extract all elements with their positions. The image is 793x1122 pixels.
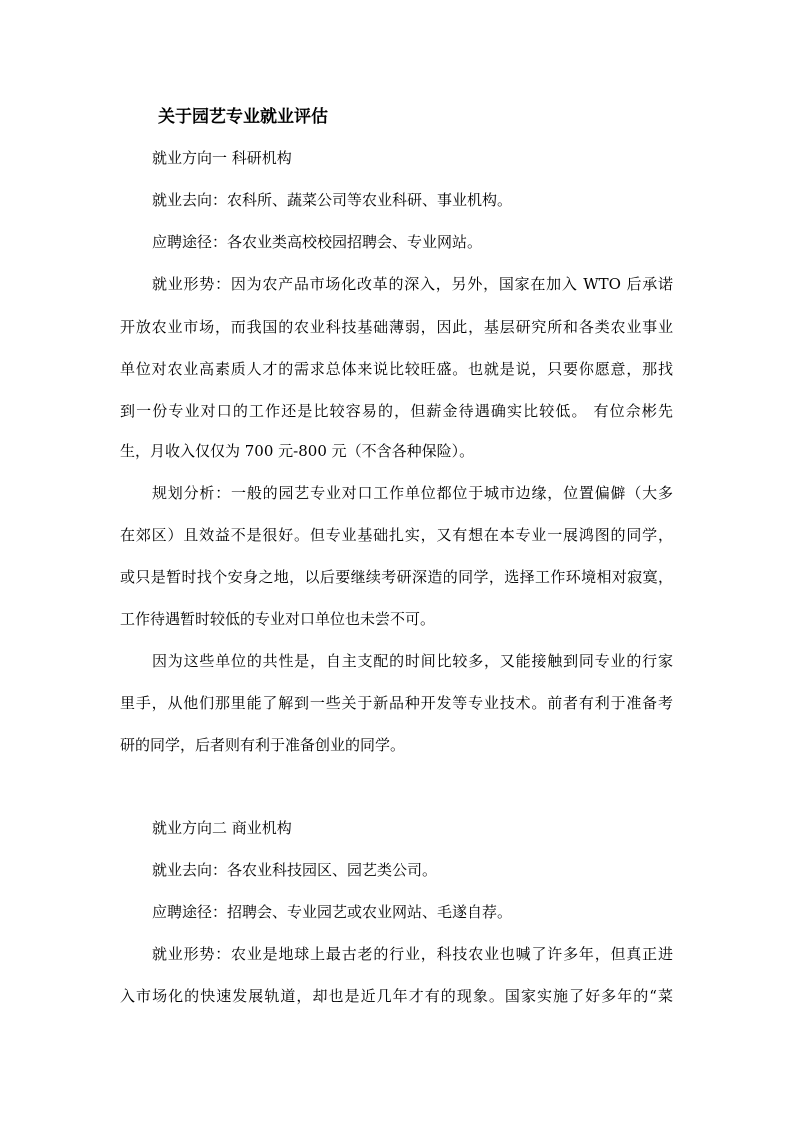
paragraph-line: 因为这些单位的共性是，自主支配的时间比较多，又能接触到同专业的行家: [152, 652, 673, 670]
paragraph-line: 就业去向：各农业科技园区、园艺类公司。: [152, 861, 438, 879]
paragraph-line: 研的同学，后者则有利于准备创业的同学。: [120, 736, 406, 754]
section-heading-commercial: 就业方向二 商业机构: [152, 819, 292, 837]
document-title: 关于园艺专业就业评估: [158, 107, 328, 127]
paragraph-line: 工作待遇暂时较低的专业对口单位也未尝不可。: [120, 610, 436, 628]
paragraph-line: 到一份专业对口的工作还是比较容易的，但薪金待遇确实比较低。 有位佘彬先: [120, 402, 673, 420]
paragraph-line: 规划分析：一般的园艺专业对口工作单位都位于城市边缘，位置偏僻（大多: [152, 484, 673, 502]
paragraph-line: 单位对农业高素质人才的需求总体来说比较旺盛。也就是说，只要你愿意，那找: [120, 360, 673, 378]
paragraph-line: 生，月收入仅仅为 700 元-800 元（不含各种保险）。: [120, 442, 475, 460]
paragraph-line: 入市场化的快速发展轨道，却也是近几年才有的现象。国家实施了好多年的“菜: [120, 987, 673, 1005]
paragraph-line: 应聘途径：招聘会、专业园艺或农业网站、毛遂自荐。: [152, 903, 513, 921]
paragraph-line: 在郊区）且效益不是很好。但专业基础扎实，又有想在本专业一展鸿图的同学，: [120, 526, 673, 544]
paragraph-line: 就业去向：农科所、蔬菜公司等农业科研、事业机构。: [152, 191, 513, 209]
paragraph-line: 开放农业市场，而我国的农业科技基础薄弱，因此，基层研究所和各类农业事业: [120, 318, 673, 336]
paragraph-line: 或只是暂时找个安身之地，以后要继续考研深造的同学，选择工作环境相对寂寞，: [120, 568, 673, 586]
paragraph-line: 里手，从他们那里能了解到一些关于新品种开发等专业技术。前者有利于准备考: [120, 694, 673, 712]
section-heading-research: 就业方向一 科研机构: [152, 149, 292, 167]
paragraph-line: 就业形势：因为农产品市场化改革的深入，另外，国家在加入 WTO 后承诺: [152, 275, 673, 293]
paragraph-line: 就业形势：农业是地球上最古老的行业，科技农业也喊了许多年，但真正进: [152, 945, 673, 963]
paragraph-line: 应聘途径：各农业类高校校园招聘会、专业网站。: [152, 233, 483, 251]
